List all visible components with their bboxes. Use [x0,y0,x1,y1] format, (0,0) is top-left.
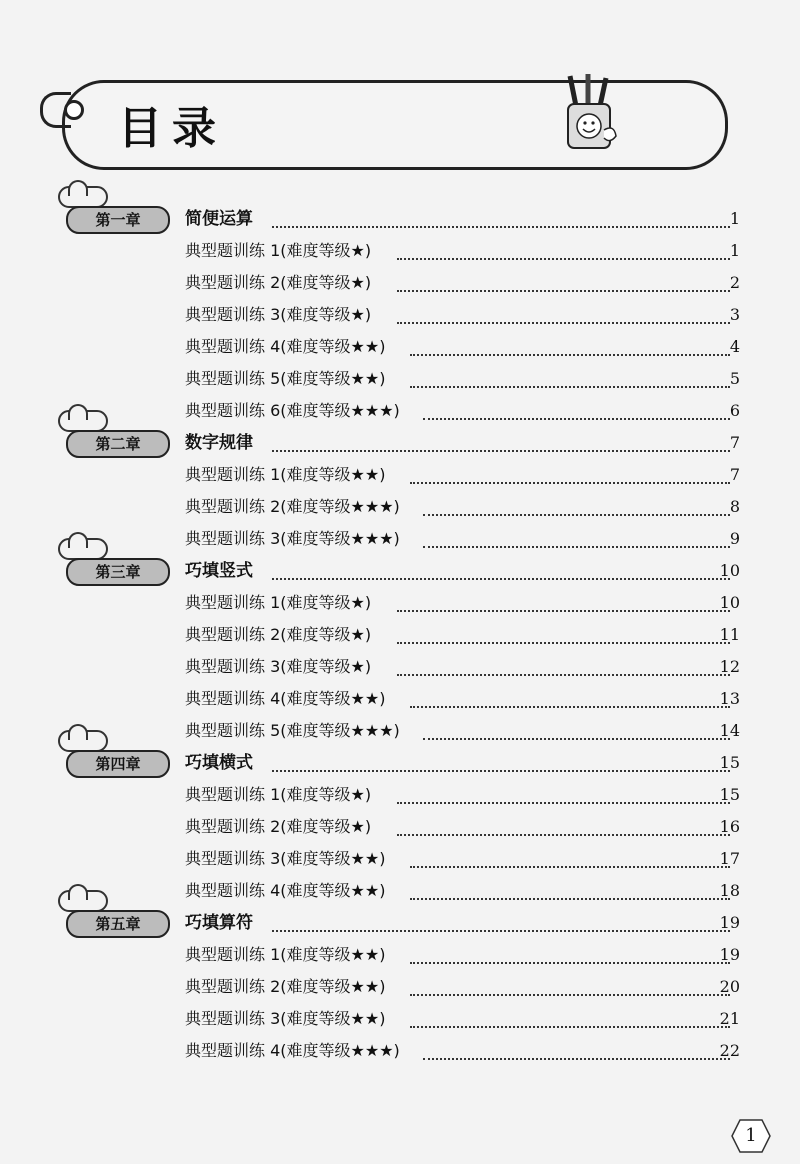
dot-leader [397,238,730,260]
toc-entry[interactable] [0,590,800,616]
dot-leader [272,206,730,228]
chapter-label: 第五章 [66,910,170,938]
entry-label: 典型题训练 2(难度等级★) [185,817,372,836]
dot-leader [272,430,730,452]
page-number-ref: 15 [719,753,740,772]
dot-leader [397,302,730,324]
chapter-title: 巧填算符 [185,913,253,933]
page-number-ref: 6 [729,401,740,420]
entry-label: 典型题训练 1(难度等级★) [185,785,372,804]
page-number-ref: 17 [719,849,740,868]
dot-leader [410,942,730,964]
entry-label: 典型题训练 1(难度等级★★) [185,465,386,484]
toc-entry[interactable] [0,526,800,552]
toc-entry[interactable] [0,334,800,360]
dot-leader [423,526,730,548]
toc-entry[interactable] [0,494,800,520]
toc-entry[interactable] [0,270,800,296]
chapter-title: 简便运算 [185,209,253,229]
chapter-row[interactable] [0,206,800,232]
toc-entry[interactable] [0,814,800,840]
page-number: 1 [745,1125,757,1146]
chapter-row[interactable] [0,558,800,584]
entry-label: 典型题训练 1(难度等级★) [185,593,372,612]
page-number-ref: 14 [719,721,740,740]
page-number-ref: 11 [719,625,740,644]
chapter-label: 第一章 [66,206,170,234]
page-number-ref: 4 [729,337,740,356]
page-number-ref: 15 [719,785,740,804]
entry-label: 典型题训练 1(难度等级★★) [185,945,386,964]
entry-label: 典型题训练 4(难度等级★★) [185,689,386,708]
page-number-badge [730,1118,772,1154]
cloud-icon [58,186,108,208]
toc-entry[interactable] [0,718,800,744]
entry-label: 典型题训练 3(难度等级★) [185,305,372,324]
dot-leader [272,558,730,580]
entry-label: 典型题训练 2(难度等级★) [185,625,372,644]
chapter-title: 巧填横式 [185,753,253,773]
page-number-ref: 7 [729,465,740,484]
toc-entry[interactable] [0,622,800,648]
toc-entry[interactable] [0,654,800,680]
page-number-ref: 3 [729,305,740,324]
dot-leader [397,782,730,804]
toc-entry[interactable] [0,942,800,968]
toc-entry[interactable] [0,1006,800,1032]
dot-leader [272,750,730,772]
toc-entry[interactable] [0,398,800,424]
chapter-label: 第四章 [66,750,170,778]
page-number-ref: 10 [719,561,740,580]
toc-entry[interactable] [0,366,800,392]
toc-entry[interactable] [0,238,800,264]
dot-leader [397,814,730,836]
entry-label: 典型题训练 6(难度等级★★★) [185,401,400,420]
chapter-row[interactable] [0,750,800,776]
entry-label: 典型题训练 2(难度等级★★) [185,977,386,996]
entry-label: 典型题训练 4(难度等级★★★) [185,1041,400,1060]
entry-label: 典型题训练 2(难度等级★★★) [185,497,400,516]
chapter-title: 数字规律 [185,433,253,453]
entry-label: 典型题训练 1(难度等级★) [185,241,372,260]
entry-label: 典型题训练 3(难度等级★★) [185,1009,386,1028]
dot-leader [410,1006,730,1028]
entry-label: 典型题训练 3(难度等级★★★) [185,529,400,548]
dot-leader [423,718,730,740]
chapter-label: 第三章 [66,558,170,586]
dot-leader [397,622,730,644]
entry-label: 典型题训练 4(难度等级★★) [185,337,386,356]
dot-leader [410,366,730,388]
toc-entry[interactable] [0,302,800,328]
chapter-label: 第二章 [66,430,170,458]
page-number-ref: 12 [719,657,740,676]
chapter-title: 巧填竖式 [185,561,253,581]
toc-entry[interactable] [0,1038,800,1064]
dot-leader [410,846,730,868]
page-number-ref: 5 [729,369,740,388]
chapter-row[interactable] [0,910,800,936]
cloud-icon [58,410,108,432]
dot-leader [423,494,730,516]
entry-label: 典型题训练 5(难度等级★★) [185,369,386,388]
entry-label: 典型题训练 3(难度等级★★) [185,849,386,868]
page-number-ref: 19 [719,945,740,964]
page-number-ref: 7 [729,433,740,452]
dot-leader [272,910,730,932]
dot-leader [397,654,730,676]
page-number-ref: 21 [719,1009,740,1028]
dot-leader [423,398,730,420]
entry-label: 典型题训练 2(难度等级★) [185,273,372,292]
dot-leader [410,334,730,356]
toc-entry[interactable] [0,462,800,488]
toc-entry[interactable] [0,974,800,1000]
page-number-ref: 1 [729,241,740,260]
chapter-row[interactable] [0,430,800,456]
page-number-ref: 13 [719,689,740,708]
page-number-ref: 8 [729,497,740,516]
cloud-icon [58,890,108,912]
dot-leader [410,462,730,484]
page-number-ref: 10 [719,593,740,612]
toc-entry[interactable] [0,782,800,808]
dot-leader [397,590,730,612]
dot-leader [410,878,730,900]
page-number-ref: 2 [729,273,740,292]
page-number-ref: 22 [719,1041,740,1060]
page-number-ref: 16 [719,817,740,836]
dot-leader [410,974,730,996]
page-number-ref: 19 [719,913,740,932]
cloud-icon [58,730,108,752]
page-number-ref: 20 [719,977,740,996]
page-number-ref: 9 [729,529,740,548]
toc-entry[interactable] [0,686,800,712]
dot-leader [410,686,730,708]
entry-label: 典型题训练 4(难度等级★★) [185,881,386,900]
page-number-ref: 1 [729,209,740,228]
page-title: 目录 [118,103,226,154]
toc-entry[interactable] [0,846,800,872]
toc-entry[interactable] [0,878,800,904]
dot-leader [397,270,730,292]
entry-label: 典型题训练 5(难度等级★★★) [185,721,400,740]
page-number-ref: 18 [719,881,740,900]
dot-leader [423,1038,730,1060]
entry-label: 典型题训练 3(难度等级★) [185,657,372,676]
cloud-icon [58,538,108,560]
